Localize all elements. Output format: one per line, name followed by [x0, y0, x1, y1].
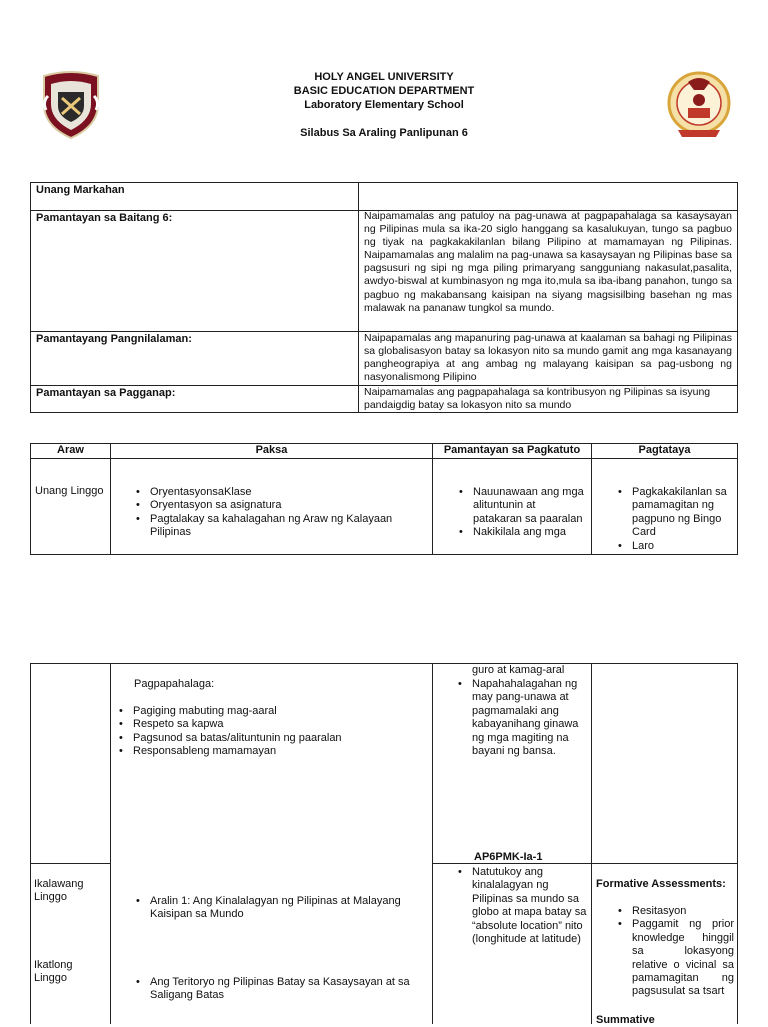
school-name: Laboratory Elementary School	[304, 99, 464, 111]
list-item: • Laro	[616, 540, 736, 553]
list-item: • Pagiging mabuting mag-aaral	[117, 705, 429, 718]
list-item: • Respeto sa kapwa	[117, 718, 429, 731]
competencies-list	[457, 486, 587, 540]
list-item: • Responsableng mamamayan	[117, 745, 429, 758]
values-label: Pagpapahalaga:	[134, 678, 215, 690]
appreciation-list	[456, 678, 590, 758]
performance-standard-label: Pamantayan sa Pagganap:	[36, 387, 176, 399]
syllabus-title: Silabus Sa Araling Panlipunan 6	[300, 127, 468, 139]
performance-standard-text: Naipamamalas ang pagpapahalaga sa kontribusyon ng Pilipinas sa isyung pandaigdig batay sa lokasyon nito sa mundo	[364, 386, 711, 412]
quarter-label: Unang Markahan	[36, 184, 125, 196]
university-name: HOLY ANGEL UNIVERSITY	[314, 71, 454, 83]
list-item: • Paggamit ng prior knowledge hinggil sa lokasyong relative o vicinal sa pamamagitan ng pagsusulat sa tsart	[616, 918, 734, 998]
list-item: • Nauunawaan ang mga alituntunin at patakaran sa paaralan	[457, 486, 587, 526]
day-ikatlong-linggo: Ikatlong Linggo	[34, 959, 73, 985]
day-unang-linggo: Unang Linggo	[35, 485, 104, 497]
content-standard-label: Pamantayang Pangnilalaman:	[36, 333, 192, 345]
list-item: • Nakikilala ang mga	[457, 526, 587, 539]
list-item: • Pagkakakilanlan sa pamamagitan ng pagpuno ng Bingo Card	[616, 486, 736, 540]
list-item: • OryentasyonsaKlase	[134, 486, 428, 499]
header-pamantayan: Pamantayan sa Pagkatuto	[443, 444, 581, 456]
formative-list	[616, 905, 734, 999]
formative-label: Formative Assessments:	[596, 878, 726, 890]
list-item: • Resitasyon	[616, 905, 734, 918]
topics-list	[134, 486, 428, 540]
summative-label: Summative	[596, 1014, 655, 1026]
grade-standard-label: Pamantayan sa Baitang 6:	[36, 212, 173, 224]
competency-code: AP6PMK-Ia-1	[474, 851, 543, 863]
header-paksa: Paksa	[255, 444, 288, 456]
document-header	[0, 70, 768, 140]
list-item: • Ang Teritoryo ng Pilipinas Batay sa Kasaysayan at sa Saligang Batas	[134, 976, 428, 1003]
header-araw: Araw	[57, 444, 84, 456]
competency-continuation: guro at kamag-aral	[472, 664, 565, 676]
list-item: • Aralin 1: Ang Kinalalagyan ng Pilipinas at Malayang Kaisipan sa Mundo	[134, 895, 428, 922]
list-item: • Oryentasyon sa asignatura	[134, 499, 428, 512]
list-item: • Napahahalagahan ng may pang-unawa at pagmamalaki ang kabayanihang ginawa ng mga magiting na bayani ng bansa.	[456, 678, 590, 758]
values-list	[117, 705, 429, 759]
list-item: • Pagtalakay sa kahalagahan ng Araw ng Kalayaan Pilipinas	[134, 513, 428, 540]
assessment-list	[616, 486, 736, 553]
department-name: BASIC EDUCATION DEPARTMENT	[293, 85, 475, 97]
day-ikalawang-linggo: Ikalawang Linggo	[34, 878, 84, 904]
content-standard-text: Naipapamalas ang mapanuring pag-unawa at kaalaman sa bahagi ng Pilipinas sa globalisasyon batay sa lokasyon nito sa mundo gamit ang mga kasanayang pangheograpiya at ang ambag ng malayang kaisipan sa pag-usbong ng nasyonalismong Pilipino	[364, 332, 732, 384]
header-pagtataya: Pagtataya	[638, 444, 691, 456]
lesson-1-list	[134, 895, 428, 922]
list-item: • Pagsunod sa batas/alituntunin ng paaralan	[117, 732, 429, 745]
locate-competency-list	[456, 866, 590, 946]
list-item: • Natutukoy ang kinalalagyan ng Pilipinas sa mundo sa globo at mapa batay sa “absolute location” nito (longhitude at latitude)	[456, 866, 590, 946]
lesson-2-list	[134, 976, 428, 1003]
grade-standard-text: Naipamamalas ang patuloy na pag-unawa at pagpapahalaga sa kasaysayan ng Pilipinas mula sa ika-20 siglo hanggang sa kasalukuyan, tungo sa pagbuo ng tiyak na pagkakakilanlan bilang Pilipino at mamamayan ng Pilipinas. Naipamamalas ang malalim na pag-unawa sa kasaysayan ng Pilipinas base sa pagsusuri ng sipi ng mga piling primaryang sangguniang nakasulat,pasalita, awdyo-biswal at kumbinasyon ng mga ito,mula sa iba-ibang panahon, tungo sa pagbuo ng makabansang kaisipan na siyang magsisilbing basehan ng mas malawak na pananaw tungkol sa mundo.	[364, 210, 732, 314]
